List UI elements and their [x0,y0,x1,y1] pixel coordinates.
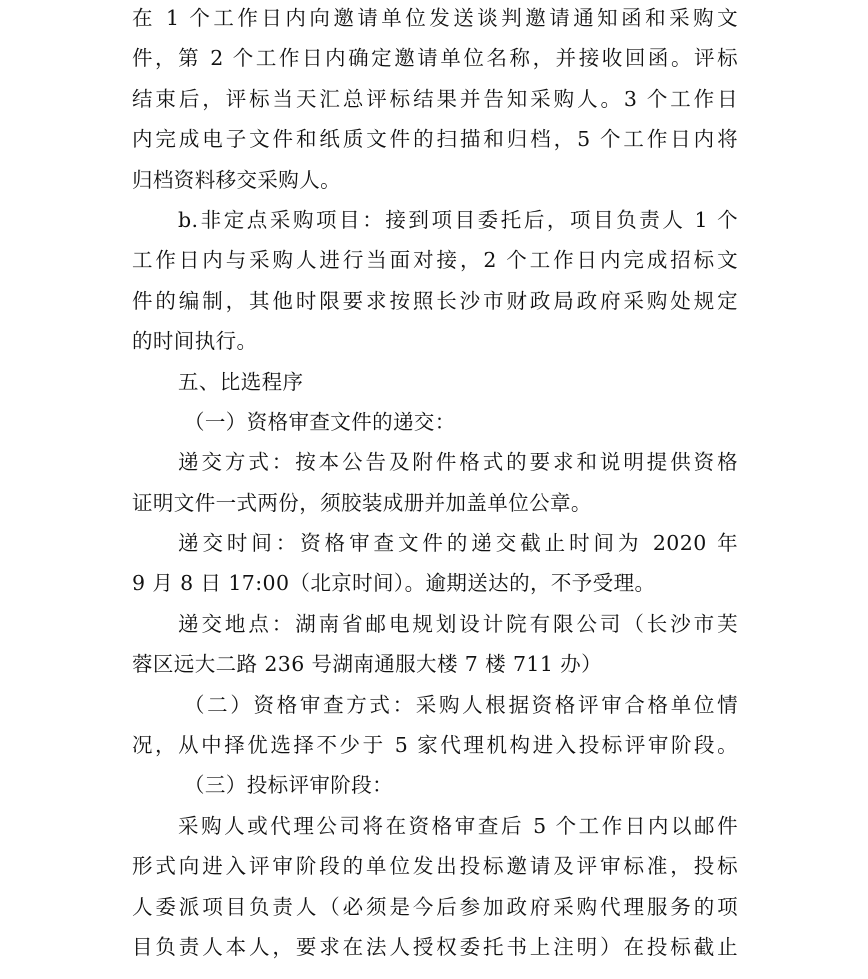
text-line: 在 1 个工作日内向邀请单位发送谈判邀请通知函和采购文 [132,6,738,30]
text-line: 蓉区远大二路 236 号湖南通服大楼 7 楼 711 办） [132,652,602,677]
paragraph-start-line: 递交地点：湖南省邮电规划设计院有限公司（长沙市芙 [178,611,738,636]
text-line: 形式向进入评审阶段的单位发出投标邀请及评审标准，投标 [132,854,738,879]
subsection-heading: （一）资格审查文件的递交： [184,409,456,434]
text-line: 结束后，评标当天汇总评标结果并告知采购人。3 个工作日 [132,86,738,111]
paragraph-start-line: b.非定点采购项目：接到项目委托后，项目负责人 1 个 [178,207,738,232]
document-page [132,0,738,967]
paragraph-start-line: 递交时间：资格审查文件的递交截止时间为 2020 年 [178,531,738,556]
text-line: 件的编制，其他时限要求按照长沙市财政局政府采购处规定 [132,288,738,313]
text-line: 件，第 2 个工作日内确定邀请单位名称，并接收回函。评标 [132,46,738,71]
text-line: 9 月 8 日 17:00（北京时间）。逾期送达的，不予受理。 [132,571,656,596]
text-line: 内完成电子文件和纸质文件的扫描和归档，5 个工作日内将 [132,127,738,152]
subsection-heading: （三）投标评审阶段： [184,773,393,798]
text-line: 工作日内与采购人进行当面对接，2 个工作日内完成招标文 [132,248,738,273]
text-line: 归档资料移交采购人。 [132,167,341,192]
text-line: 目负责人本人，要求在法人授权委托书上注明）在投标截止 [132,934,738,959]
section-heading: 五、比选程序 [178,369,304,394]
paragraph-start-line: 采购人或代理公司将在资格审查后 5 个工作日内以邮件 [178,813,738,838]
paragraph-start-line: 递交方式：按本公告及附件格式的要求和说明提供资格 [178,450,738,475]
text-line: 的时间执行。 [132,329,258,354]
text-line: 证明文件一式两份，须胶装成册并加盖单位公章。 [132,490,592,515]
subsection-heading: （二）资格审查方式：采购人根据资格评审合格单位情 [184,692,738,717]
text-line: 况，从中择优选择不少于 5 家代理机构进入投标评审阶段。 [132,733,738,758]
text-line: 人委派项目负责人（必须是今后参加政府采购代理服务的项 [132,894,738,919]
